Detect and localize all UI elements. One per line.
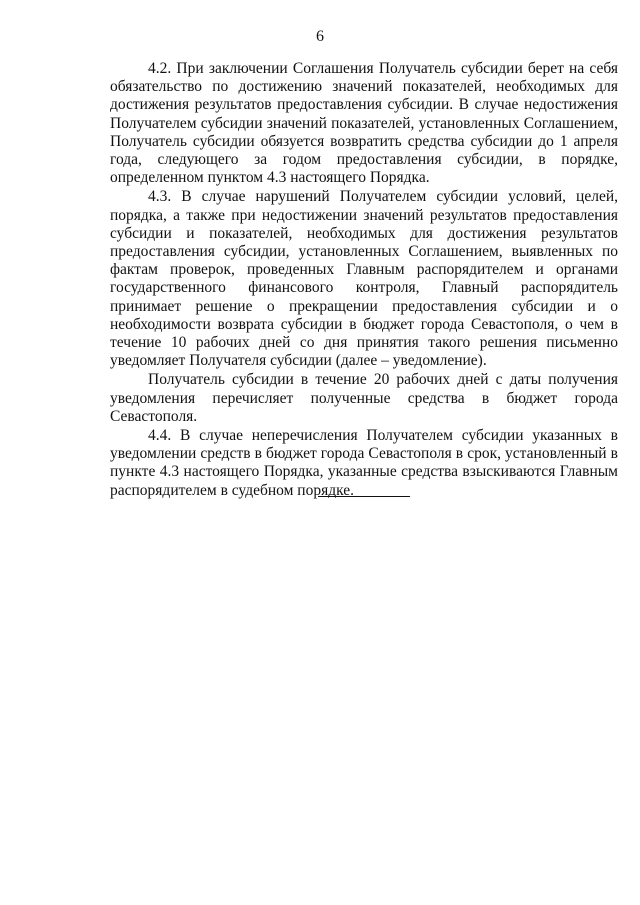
paragraph-4-3: 4.3. В случае нарушений Получателем субсидии условий, целей, порядка, а также при недостижении значений результатов предоставления субсидии и показателей, необходимых для достижения результатов предоставления субсидии, установленных Соглашением, выявленных по фактам проверок, проведенных Главным распорядителем и органами государственного финансового контроля, Главный распорядитель принимает решение о прекращении предоставления субсидии и о необходимости возврата субсидии в бюджет города Севастополя, о чем в течение 10 рабочих дней со дня принятия такого решения письменно уведомляет Получателя субсидии (далее – уведомление). bbox=[110, 188, 618, 370]
end-divider bbox=[318, 496, 410, 497]
paragraph-4-2: 4.2. При заключении Соглашения Получатель субсидии берет на себя обязательство по достижению значений показателей, необходимых для достижения результатов предоставления субсидии. В случае недостижения Получателем субсидии значений показателей, установленных Соглашением, Получатель субсидии обязуется возвратить средства субсидии до 1 апреля года, следующего за годом предоставления субсидии, в порядке, определенном пунктом 4.3 настоящего Порядка. bbox=[110, 60, 618, 187]
page-number: 6 bbox=[316, 28, 324, 45]
document-body bbox=[110, 60, 618, 500]
paragraph-4-4: 4.4. В случае неперечисления Получателем субсидии указанных в уведомлении средств в бюджет города Севастополя в срок, установленный в пункте 4.3 настоящего Порядка, указанные средства взыскиваются Главным распорядителем в судебном порядке. bbox=[110, 427, 618, 499]
paragraph-4-3-continuation: Получатель субсидии в течение 20 рабочих дней с даты получения уведомления перечисляет полученные средства в бюджет города Севастополя. bbox=[110, 371, 618, 425]
